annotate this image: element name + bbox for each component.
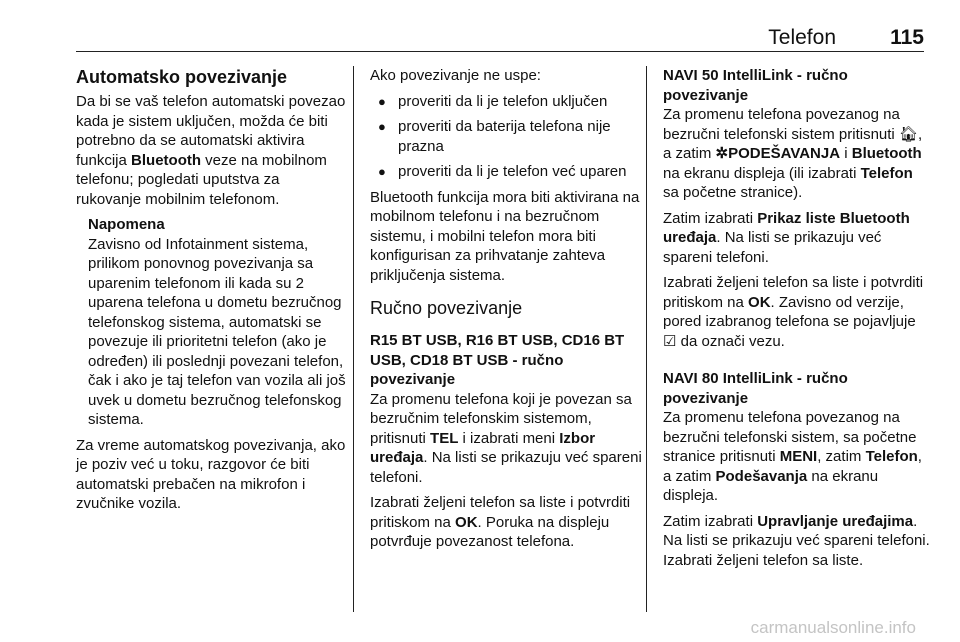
page-number: 115 xyxy=(890,26,924,49)
subheading-r15-cd18: R15 BT USB, R16 BT USB, CD16 BT USB, CD18 BT USB - ručno povezivanje xyxy=(370,332,625,388)
paragraph-auto-call-transfer: Za vreme automatskog povezivanja, ako je poziv već u toku, razgovor će biti automatski prebačen na mikrofon i zvučnike vozila. xyxy=(76,436,346,512)
section-heading-auto-connect: Automatsko povezivanje xyxy=(76,67,288,87)
paragraph-change-phone: Za promenu telefona koji je povezan sa bezručnim telefonskim sistemom, pritisnuti TEL i izabrati meni Izbor uređaja. Na listi se prikazuju već spareni telefoni. xyxy=(370,390,642,486)
paragraph-navi50-change: Za promenu telefona povezanog na bezručni telefonski sistem pritisnuti 🏠︎, a zatim ✲PODEŠAVANJA i Bluetooth na ekranu displeja (ili izabrati Telefon sa početne stranice). xyxy=(663,106,923,201)
note-title: Napomena xyxy=(88,216,165,233)
paragraph-navi50-select: Izabrati željeni telefon sa liste i potvrditi pritiskom na OK. Zavisno od verzije, pored izabranog telefona se pojavljuje ☑ da označi vezu. xyxy=(663,274,924,350)
column-3 xyxy=(663,66,931,576)
troubleshoot-list xyxy=(370,92,642,182)
subheading-navi50: NAVI 50 IntelliLink - ručno povezivanje xyxy=(663,67,848,104)
column-2 xyxy=(370,66,642,558)
list-item: ● proveriti da li je telefon uključen xyxy=(370,92,642,112)
home-icon: 🏠︎ xyxy=(898,125,918,143)
paragraph-navi80-manage: Zatim izabrati Upravljanje uređajima. Na listi se prikazuju već spareni telefoni. Izabrati željeni telefon sa liste. xyxy=(663,512,930,569)
list-item: ● proveriti da baterija telefona nije prazna xyxy=(370,117,642,156)
checkbox-icon: ☑ xyxy=(663,332,677,350)
note-box xyxy=(76,215,346,430)
watermark: carmanualsonline.info xyxy=(750,618,916,637)
subheading-navi80: NAVI 80 IntelliLink - ručno povezivanje xyxy=(663,370,848,407)
page-title: Telefon xyxy=(768,26,836,49)
paragraph-auto-connect: Da bi se vaš telefon automatski povezao kada je sistem uključen, možda će biti potrebno da se automatski aktivira funkcija Bluetooth veze na mobilnom telefonu; pogledati uputstva za rukovanje mobilnim telefonom. xyxy=(76,93,346,208)
list-item: ● proveriti da li je telefon već uparen xyxy=(370,162,642,182)
column-divider-2 xyxy=(646,66,647,612)
gear-icon: ✲ xyxy=(715,145,729,162)
paragraph-select-phone: Izabrati željeni telefon sa liste i potvrditi pritiskom na OK. Poruka na displeju potvrđuje povezanost telefona. xyxy=(370,494,631,550)
header-divider xyxy=(76,51,924,52)
page-header xyxy=(76,24,924,52)
column-1 xyxy=(76,66,346,520)
paragraph-bluetooth-requirement: Bluetooth funkcija mora biti aktivirana na mobilnom telefonu i na bezručnom sistemu, i mobilni telefon mora biti konfigurisan za prihvatanje zahteva priključenja sistema. xyxy=(370,188,640,284)
section-heading-manual-connect: Ručno povezivanje xyxy=(370,298,523,318)
paragraph-navi50-list: Zatim izabrati Prikaz liste Bluetooth uređaja. Na listi se prikazuju već spareni telefoni. xyxy=(663,209,910,266)
paragraph-navi80-change: Za promenu telefona povezanog na bezručni telefonski sistem, sa početne stranice pritisnuti MENI, zatim Telefon, a zatim Podešavanja na ekranu displeja. xyxy=(663,409,922,504)
note-text: Zavisno od Infotainment sistema, prilikom ponovnog povezivanja sa uparenim telefonom ili kada su 2 uparena telefona u dometu bezručnog telefonskog sistema, automatski se povezuje ili prioritetni telefon (ako je određen) ili poslednji povezani telefon, čak i ako je taj telefon van vozila ali još uvek u dometu bezručnog telefonskog sistema. xyxy=(88,235,346,428)
column-divider-1 xyxy=(353,66,354,612)
paragraph-fail-intro: Ako povezivanje ne uspe: xyxy=(370,67,541,84)
